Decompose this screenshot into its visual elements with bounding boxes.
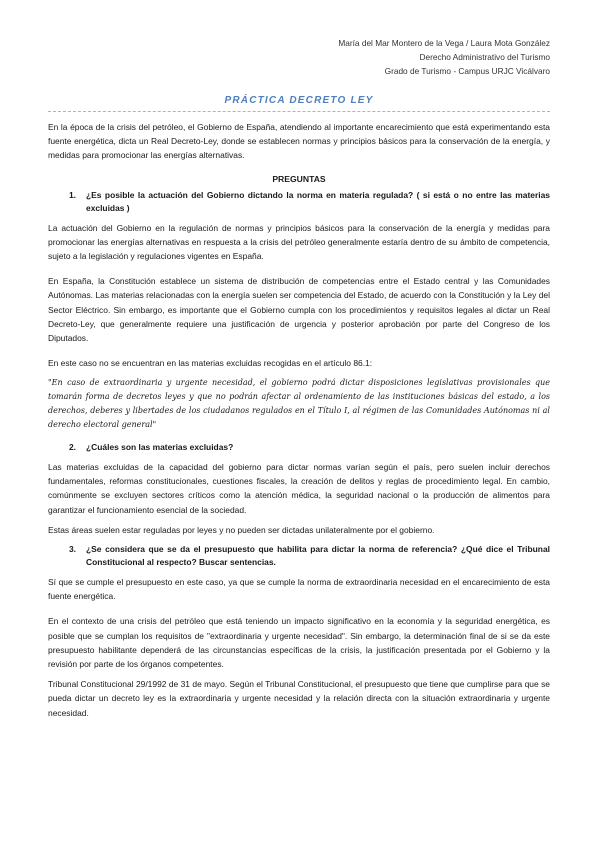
document-header [48, 36, 550, 78]
document-title: PRÁCTICA DECRETO LEY [224, 95, 374, 106]
question-2 [48, 441, 550, 455]
q2-answer-paragraph-1: Las materias excluidas de la capacidad del gobierno para dictar normas varían según el país, pero suelen incluir derechos fundamentales, reformas constitucionales, cuestiones fiscales, la creación de delitos y reglas de procedimiento legal. En cambio, comúnmente se excluyen sectores críticos como la atención médica, la seguridad nacional o la producción de alimentos para garantizar el funcionamiento esencial de la sociedad. [48, 461, 550, 515]
intro-paragraph: En la época de la crisis del petróleo, el Gobierno de España, atendiendo al importante encarecimiento que está experimentando esta fuente energética, dicta un Real Decreto-Ley, donde se establecen normas y principios básicos para la conservación de la energía, y medidas para promocionar las energías alternativas. [48, 122, 550, 161]
header-degree: Grado de Turismo - Campus URJC Vicálvaro [384, 66, 550, 76]
question-3-text: ¿Se considera que se da el presupuesto que habilita para dictar la norma de referencia? ¿Qué dice el Tribunal Constitucional al respecto? Buscar sentencias. [86, 543, 550, 568]
questions-heading: PREGUNTAS [272, 173, 326, 184]
question-2-text: ¿Cuáles son las materias excluidas? [86, 442, 234, 453]
q3-answer-paragraph-3: Tribunal Constitucional 29/1992 de 31 de mayo. Según el Tribunal Constitucional, el presupuesto que tiene que cumplirse para que se pueda dictar un decreto ley es la extraordinaria y urgente necesidad y la relación directa con la situación extraordinaria y urgente necesidad. [48, 679, 550, 718]
title-divider [48, 111, 550, 112]
header-subject: Derecho Administrativo del Turismo [419, 52, 550, 62]
question-2-number: 2. [68, 442, 76, 453]
question-1-text: ¿Es posible la actuación del Gobierno dictando la norma en materia regulada? ( si está o no entre las materias excluidas ) [86, 189, 550, 214]
question-3 [48, 543, 550, 570]
question-1-number: 1. [68, 189, 76, 200]
q3-answer-paragraph-1: Sí que se cumple el presupuesto en este caso, ya que se cumple la norma de extraordinaria necesidad en el encarecimiento de esta fuente energética. [48, 576, 550, 602]
q3-answer-paragraph-2: En el contexto de una crisis del petróleo que está teniendo un impacto significativo en la economía y la seguridad energética, es posible que se cumplan los requisitos de "extraordinaria y urgente necesidad". Sin embargo, la determinación final de si se da este presupuesto habilitante dependerá de las circunstancias específicas de la crisis, la justificación presentada por el Gobierno y la revisión por parte de los órganos competentes. [48, 616, 550, 669]
q1-article-quote: "En caso de extraordinaria y urgente necesidad, el gobierno podrá dictar disposiciones legislativas provisionales que tomarán forma de decretos leyes y que no podrán afectar al ordenamiento de las instituciones básicas del estado, a los derechos, deberes y libertades de los ciudadanos regulados en el Título I, al régimen de las Comunidades Autónomas ni al derecho electoral general" [48, 378, 550, 430]
header-authors: María del Mar Montero de la Vega / Laura Mota González [338, 38, 550, 48]
q1-answer-paragraph-3: En este caso no se encuentran en las materias excluidas recogidas en el artículo 86.1: [48, 358, 373, 369]
q2-answer-paragraph-2: Estas áreas suelen estar reguladas por leyes y no pueden ser dictadas unilateralmente por el gobierno. [48, 524, 435, 535]
question-3-number: 3. [68, 543, 76, 554]
q1-answer-paragraph-1: La actuación del Gobierno en la regulación de normas y principios básicos para la conservación de la energía y medidas para promocionar las energías alternativas en respuesta a la crisis del petróleo generalmente estaría dentro de su ámbito de competencia, sujeto a la legislación y regulaciones vigentes en España. [48, 222, 550, 262]
q1-answer-paragraph-2: En España, la Constitución establece un sistema de distribución de competencias entre el Estado central y las Comunidades Autónomas. Las materias relacionadas con la energía suelen ser competencia del Estado, de acuerdo con la Constitución y la Ley del Sector Eléctrico. Sin embargo, es importante que el Gobierno cumpla con los procedimientos y requisitos legales al dictar un Real Decreto-Ley, que generalmente requiere una justificación de urgencia y posterior aprobación por parte del Congreso de los Diputados. [48, 276, 550, 344]
question-1 [48, 189, 550, 216]
